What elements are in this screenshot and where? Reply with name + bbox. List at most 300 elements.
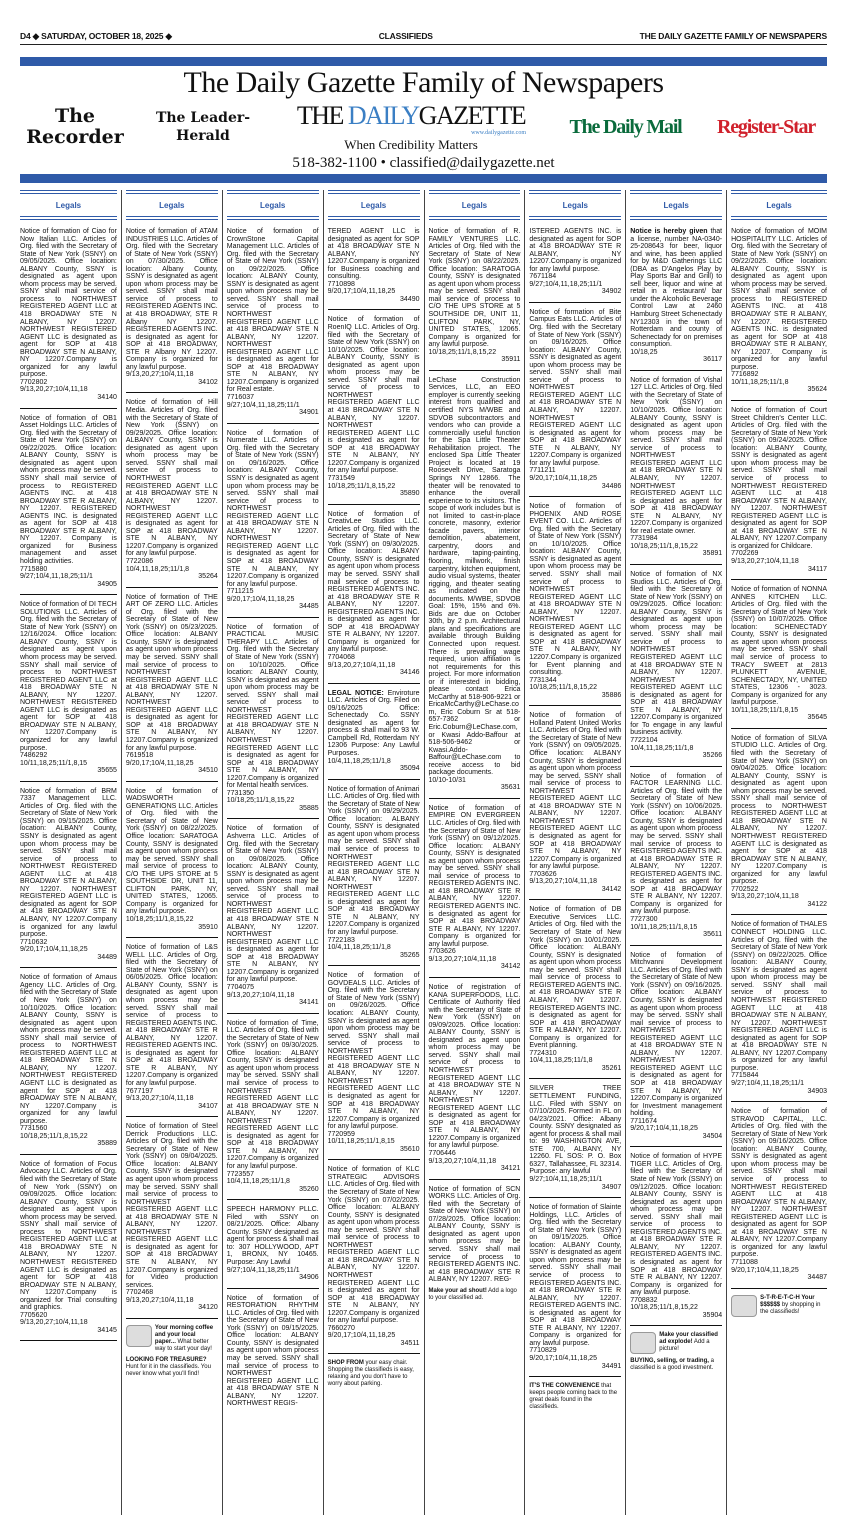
notice-text	[529, 906, 621, 1049]
newspaper-logos	[20, 101, 827, 153]
notice-body: Notice of formation of Ciao for Now Italian LLC. Articles of Org. filed with the Secretary of State of New York (SSNY) on 09/05/2025. Office location: ALBANY County, SSNY is designated as agent upon whom process may be served. SSNY shall mail service of process to NORTHWEST REGISTERED AGENT LLC at 418 BROADWAY STE N ALBANY, NY 12207. NORTHWEST REGISTERED AGENT LLC is designated as agent for SOP at 418 BROADWAY STE N ALBANY, NY 12207.Company is organized for any lawful purpose.	[20, 228, 117, 379]
notice-divider	[630, 370, 722, 371]
notice-text	[20, 974, 117, 1125]
notice-ad-number: 34906	[299, 1274, 319, 1282]
notice-ad-number: 35260	[299, 1185, 319, 1193]
notice-ad-number: 34145	[97, 1326, 117, 1334]
notice-run-dates: 9/20,17;10/4,11,18,25	[20, 946, 88, 954]
legal-notice	[126, 788, 218, 931]
house-ad	[630, 1358, 722, 1372]
legal-notice	[630, 228, 722, 364]
notice-run-dates: 9/20,17;10/4,11,18,25	[327, 1332, 396, 1340]
notice-run-dates: 9/27;10/4,11,18,25;11/1	[731, 1079, 805, 1087]
notice-ref-number: 7711674	[630, 1117, 657, 1125]
notice-ad-number: 34490	[400, 295, 420, 303]
notice-ref-number: 7704068	[327, 653, 355, 661]
legal-notice	[126, 944, 218, 1110]
notice-ad-number: 34102	[198, 378, 218, 386]
notice-text	[20, 1161, 117, 1312]
notice-text	[126, 944, 218, 1087]
notice-ad-number: 35264	[198, 573, 218, 581]
legal-notice	[731, 407, 827, 573]
notice-body: Notice of formation of THALES CONNECT HOLDING LLC. Articles of Org. filed with the Secretary of State of New York (SSNY) on 09/22/2025. Office location: ALBANY County, SSNY is designated as agent upon whom process may be served. SSNY shall mail service of process to NORTHWEST REGISTERED AGENT LLC at 418 BROADWAY STE N ALBANY, NY 12207. NORTHWEST REGISTERED AGENT LLC is designated as agent for SOP at 418 BROADWAY STE N ALBANY, NY 12207.Company is organized for any lawful purpose.	[731, 921, 827, 1072]
notice-run-dates: 9/27;10/4,11,18,25;11/1	[226, 401, 300, 409]
notice-divider	[529, 1197, 621, 1198]
notice-body: Notice of formation of DB Executive Services LLC. Articles of Org. filed with the Secretary of State of New York (SSNY) on 10/01/2025. Office location: ALBANY County, SSNY is designated as agent upon whom process may be served. SSNY shall mail service of process to REGISTERED AGENTS INC. at 418 BROADWAY STE R ALBANY, NY 12207. REGISTERED AGENTS INC. is designated as agent for SOP at 418 BROADWAY STE R ALBANY, NY 12207. Company is organized for Event planning.	[529, 906, 622, 1050]
ad-body: Add a logo to your classified ad.	[428, 1287, 517, 1301]
ad-headline: S-T-R-E-T-C-H Your $$$$$$	[760, 1294, 815, 1308]
notice-ad-number: 34511	[400, 1339, 420, 1347]
notice-text	[126, 594, 218, 752]
legal-notice	[731, 735, 827, 909]
notice-text	[630, 952, 722, 1118]
notice-divider	[529, 899, 621, 900]
notice-text	[126, 399, 218, 557]
notice-ad-number: 35631	[500, 784, 521, 792]
notice-text	[731, 407, 827, 550]
notice-ad-number: 35911	[501, 356, 521, 364]
notice-text	[630, 773, 722, 916]
notice-ad-number: 34142	[500, 963, 521, 971]
notice-ref-number: 7727300	[630, 916, 658, 924]
notice-run-dates: 10/4,11,18,25;11/1,8	[630, 744, 694, 752]
notice-text	[529, 228, 621, 273]
ad-body: that keeps people coming back to the great deals found in the classifieds.	[529, 1383, 618, 1411]
notice-divider	[20, 408, 117, 409]
notice-text	[630, 228, 722, 349]
legals-column	[20, 190, 121, 1515]
notice-run-dates: 10/4,11,18,25;11/1,8	[226, 1178, 290, 1186]
notice-body: SPEECH HARMONY PLLC. Filed with SSNY on 08/21/2025. Office: Albany County. SSNY designated as agent for process & shall mail to: 307 HOLLYWOOD, APT 1, BRONX, NY 10465. Purpose: Any Lawful	[226, 1206, 319, 1266]
notice-divider	[20, 967, 117, 968]
notice-ref-number: 7731984	[630, 535, 658, 543]
publication-family: THE DAILY GAZETTE FAMILY OF NEWSPAPERS	[639, 31, 827, 41]
notice-body: Notice of formation of FACTOR LEARNING LLC. Articles of Org. filed with the Secretary of State of New York (SSNY) on 10/06/2025. Office location: ALBANY County, SSNY is designated as agent upon whom process may be served. SSNY shall mail service of process to REGISTERED AGENTS INC. at 418 BROADWAY STE R ALBANY, NY 12207. REGISTERED AGENTS INC. is designated as agent for SOP at 418 BROADWAY STE R ALBANY, NY 12207. Company is organized for any lawful purpose.	[630, 772, 723, 916]
legals-column	[222, 190, 323, 1515]
ad-headline: Make your classified ad explode!	[659, 1332, 718, 1346]
notice-divider	[126, 1318, 218, 1319]
notice-run-dates: 10/11,18,25;11/1,8	[731, 378, 789, 386]
notice-body: Notice of formation of Amaus Agency LLC. Articles of Org. filed with the Secretary of State of New York (SSNY) on 10/10/2025. Office location: ALBANY County, SSNY is designated as agent upon whom process may be served. SSNY shall mail service of process to NORTHWEST REGISTERED AGENT LLC at 418 BROADWAY STE N ALBANY, NY 12207. NORTHWEST REGISTERED AGENT LLC is designated as agent for SOP at 418 BROADWAY STE N ALBANY, NY 12207.Company is organized for any lawful purpose.	[20, 974, 117, 1125]
notice-body: Notice of formation of Mitchvanni Development LLC. Articles of Org. filed with the Secretary of State of New York (SSNY) on 09/16/2025. Office location: ALBANY County, SSNY is designated as agent upon whom process may be served. SSNY shall mail service of process to NORTHWEST REGISTERED AGENT LLC at 418 BROADWAY STE N ALBANY, NY 12207. NORTHWEST REGISTERED AGENT LLC is designated as agent for SOP at 418 BROADWAY STE N ALBANY, NY 12207.Company is organized for Investment management holding.	[630, 951, 723, 1118]
notice-divider	[227, 617, 319, 618]
divider-bar	[20, 57, 827, 66]
notice-run-dates: 9/20,17;10/4,11,18,25	[529, 1355, 597, 1363]
notice-run-dates: 9/20,17;10/4,11,18,25	[529, 474, 597, 482]
banner-title: The Daily Gazette Family of Newspapers	[183, 66, 664, 99]
notice-divider	[328, 779, 420, 780]
notice-run-dates: 9/13,20,27;10/4,11,18	[125, 1296, 194, 1304]
ad-text	[760, 1295, 827, 1316]
notice-body: Notice of formation of HYPE TIGER LLC. Articles of Org. filed with the Secretary of State of New York (SSNY) on 09/12/2025. Office location: ALBANY County, SSNY is designated as agent upon whom process may be served. SSNY shall mail service of process to REGISTERED AGENTS INC. at 418 BROADWAY STE R ALBANY, NY 12207. REGISTERED AGENTS INC. is designated as agent for SOP at 418 BROADWAY STE R ALBANY, NY 12207. Company is organized for any lawful purpose.	[630, 1153, 723, 1297]
notice-ref-number: 7702269	[731, 550, 759, 558]
notice-ref-number: 7703626	[529, 870, 557, 878]
notice-text	[328, 1166, 420, 1324]
ad-text	[659, 1332, 722, 1353]
notice-ad-number: 35889	[97, 1140, 117, 1148]
legal-notice	[20, 1161, 117, 1335]
notice-run-dates: 9/20,17;10/4,11,18,25	[630, 1125, 698, 1133]
notice-divider	[328, 965, 420, 966]
legal-notice	[227, 624, 319, 813]
notice-run-dates: 9/27;10/4,11,18,25;11/1	[529, 280, 603, 288]
notice-body: Notice of formation of MOIM HOSPITALITY LLC. Articles of Org. filed with the Secretary of State of New York (SSNY) on 09/22/2025. Office location: ALBANY County, SSNY is designated as agent upon whom process may be served. SSNY shall mail service of process to REGISTERED AGENTS INC. at 418 BROADWAY STE R ALBANY, NY 12207. REGISTERED AGENTS INC. is designated as agent for SOP at 418 BROADWAY STE R ALBANY, NY 12207. Company is organized for any lawful purpose.	[731, 228, 827, 371]
notice-divider	[731, 914, 827, 915]
legal-notice	[731, 921, 827, 1095]
divider-bar	[20, 174, 827, 183]
contact-info: 518-382-1100 • classified@dailygazette.net	[292, 155, 555, 171]
notice-ref-number: 7711215	[226, 588, 254, 596]
legal-notice	[529, 1085, 621, 1191]
notice-ad-number: 35886	[601, 691, 622, 699]
notice-divider	[328, 683, 420, 684]
legal-notice	[126, 594, 218, 775]
notice-text	[529, 309, 621, 467]
legal-notice	[227, 825, 319, 1006]
recorder-logo-text: The Recorder	[26, 106, 124, 148]
house-ad	[529, 1383, 621, 1411]
section-header: Legals	[429, 190, 521, 220]
section-header: Legals	[630, 190, 722, 220]
house-ad	[731, 1295, 827, 1317]
legals-columns	[20, 190, 827, 1515]
notice-text	[328, 316, 420, 474]
section-header: Legals	[20, 190, 117, 220]
notice-run-dates: 9/13,20,27;10/4,11,18	[20, 1319, 88, 1327]
notice-body: Notice of formation of GOVDEALS LLC. Articles of Org. filed with the Secretary of State of New York (SSNY) on 09/26/2025. Office location: ALBANY County, SSNY is designated as agent upon whom process may be served. SSNY shall mail service of process to NORTHWEST REGISTERED AGENT LLC at 418 BROADWAY STE N ALBANY, NY 12207. NORTHWEST REGISTERED AGENT LLC is designated as agent for SOP at 418 BROADWAY STE N ALBANY, NY 12207.Company is organized for any lawful purpose.	[327, 972, 420, 1131]
notice-ad-number: 34146	[400, 669, 420, 677]
notice-ad-number: 35891	[702, 550, 723, 558]
notice-ad-number: 35610	[400, 1145, 420, 1153]
ad-illustration-icon	[630, 1332, 656, 1354]
ad-text	[126, 1357, 218, 1378]
notice-text	[529, 1085, 621, 1176]
notice-divider	[731, 1288, 827, 1289]
notice-divider	[731, 1101, 827, 1102]
notice-run-dates: 9/13,20,27;10/4,11,18	[731, 557, 799, 565]
legal-notice	[630, 377, 722, 558]
notice-body: SILVER TREE SETTLEMENT FUNDING, LLC. Filed with SSNY on 07/10/2025. Formed in FL on 04/23/2021. Office: Albany County. SSNY designated as agent for process & shall mail to: 99 WASHINGTON AVE, STE 700, ALBANY, NY 12260. FL SOS: P. O. Box 6327, Tallahassee, FL 32314. Purpose: any lawful	[529, 1085, 622, 1176]
notice-divider	[20, 1154, 117, 1155]
notice-ref-number: 7704075	[226, 983, 255, 991]
legal-notice	[328, 316, 420, 497]
notice-body: Notice of formation of Court Street Children's Center LLC. Articles of Org. filed with the Secretary of State of New York (SSNY) on 09/24/2025. Office location: ALBANY County, SSNY is designated as agent upon whom process may be served. SSNY shall mail service of process to NORTHWEST REGISTERED AGENT LLC at 418 BROADWAY STE N ALBANY, NY 12207. NORTHWEST REGISTERED AGENT LLC is designated as agent for SOP at 418 BROADWAY STE N ALBANY, NY 12207.Company is organized for Childcare.	[731, 407, 827, 550]
page-header	[20, 28, 827, 45]
notice-body: Notice of formation of SCN WORKS LLC. Articles of Org. filed with the Secretary of State of New York (SSNY) on 07/28/2025. Office location: ALBANY County, SSNY is designated as agent upon whom process may be served. SSNY shall mail service of process to REGISTERED AGENTS INC. at 418 BROADWAY STE R ALBANY, NY 12207. REG-	[428, 1185, 521, 1284]
notice-run-dates: 9/13,20,27;10/4,11,18	[20, 386, 88, 394]
notice-run-dates: 10/4,11,18,25;11/1,8	[327, 944, 391, 952]
notice-run-dates: 10/18,25;11/1,8,15,22	[327, 482, 396, 490]
notice-divider	[630, 1146, 722, 1147]
notice-body: LeChase Construction Services, LLC, an EEO employer is currently seeking interest from qualified and certified NYS M/WBE and SDVOB subcontractors and vendors who can provide a commercially useful function for the Spa Little Theater Rehabilitation project. The enclosed Spa Little Theater Project is located at 19 Roosevelt Drive, Saratoga Springs NY 12866. The theater will be renovated to enhance the overall experience to its visitors. The scope of work includes but is not limited to cast-in-place concrete, masonry, exterior facade pavers, interior demolition, abatement, carpentry, doors and hardware, taping-painting, flooring, millwork, finish carpentry, kitchen equipment, audio visual systems, theater rigging, and theater seating as indicated on the documents. M/WBE, SDVOB Goal: 15%, 15% and 6%. Bids are due on October 30th, by 2 p.m. Architectural plans and specifications are available through Building Connected upon request. There is prevailing wage required, union affiliation is not requirements for this project. For more information or if interested in bidding, please contact Erica McCarthy at 518-906-9221 or EricaMcCarthy@LeChase.com, Eric Coburn Sr at 518-657-7362 or Eric.Coburn@LeChase.com, or Kwasi Addo-Baffour at 518-506-9462 or Kwasi.Addo-Baffour@LeChase.com to receive access to bid package documents.	[428, 376, 521, 777]
notice-run-dates: 10/18,25;11/1,8,15,22	[529, 684, 597, 692]
notice-run-dates: 10/11,18,25;11/1,8,15	[630, 923, 698, 931]
ad-body: What better way to start your day!	[154, 1338, 212, 1352]
notice-text	[429, 1186, 521, 1284]
notice-ad-number: 34485	[299, 603, 319, 611]
notice-run-dates: 10/18,25;11/1,8,15,22	[630, 542, 698, 550]
notice-body: Notice of formation of Focus Advocacy LLC. Articles of Org. filed with the Secretary of State of New York (SSNY) on 09/09/2025. Office location: ALBANY County, SSNY is designated as agent upon whom process may be served. SSNY shall mail service of process to NORTHWEST REGISTERED AGENT LLC at 418 BROADWAY STE N ALBANY, NY 12207. NORTHWEST REGISTERED AGENT LLC is designated as agent for SOP at 418 BROADWAY STE N ALBANY, NY 12207.Company is organized for Trial consulting and graphics.	[20, 1160, 117, 1312]
ad-body: by shopping in the classifieds!	[760, 1301, 821, 1315]
notice-run-dates: 9/13,20,27;10/4,11,18	[125, 371, 194, 379]
notice-ref-number: 7710829	[529, 1347, 557, 1355]
notice-ad-number: 34907	[601, 1183, 622, 1191]
notice-ad-number: 34142	[601, 885, 622, 893]
notice-text	[126, 228, 218, 371]
notice-divider	[630, 1325, 722, 1326]
ad-headline: IT'S THE CONVENIENCE	[529, 1383, 600, 1390]
notice-lead: Notice is hereby given	[630, 228, 708, 235]
notice-divider	[20, 781, 117, 782]
notice-ad-number: 34510	[198, 767, 218, 775]
notice-body: Notice of formation of THE ART OF ZERO LLC. Articles of Org. filed with the Secretary of State of New York (SSNY) on 05/23/2025. Office location: ALBANY County, SSNY is designated as agent upon whom process may be served. SSNY shall mail service of process to NORTHWEST REGISTERED AGENT LLC at 418 BROADWAY STE N ALBANY, NY 12207. NORTHWEST REGISTERED AGENT LLC is designated as agent for SOP at 418 BROADWAY STE N ALBANY, NY 12207.Company is organized for any lawful purpose.	[125, 593, 218, 752]
ad-text	[328, 1360, 420, 1388]
notice-ref-number: 7720959	[327, 1130, 355, 1138]
notice-text	[731, 921, 827, 1072]
notice-text	[126, 1123, 218, 1289]
daily-gazette-wordmark: THE DAILYGAZETTE	[296, 101, 526, 130]
notice-run-dates: 10/18,25;11/1,8,15,22	[226, 797, 295, 805]
legal-notice	[328, 228, 420, 303]
notice-run-dates: 9/20,17;10/4,11,18,25	[226, 595, 295, 603]
ad-body: a classified is a good investment.	[630, 1358, 714, 1372]
notice-ad-number: 35890	[400, 490, 420, 498]
notice-body: Notice of formation of WADSWORTH GENERATIONS LLC. Articles of Org. filed with the Secretary of State of New York (SSNY) on 08/22/2025. Office location: SARATOGA County, SSNY is designated as agent upon whom process may be served. SSNY shall mail service of process to C/O THE UPS STORE at 5 SOUTHSIDE DR, UNIT 11, CLIFTON PARK, NY, UNITED STATES, 12065. Company is organized for any lawful purpose.	[125, 787, 218, 916]
notice-ref-number: 7711088	[731, 1259, 758, 1266]
notice-text	[731, 735, 827, 886]
notice-body: Notice of formation of NX Studios LLC. Articles of Org. filed with the Secretary of State of New York (SSNY) on 09/29/2025. Office location: ALBANY County, SSNY is designated as agent upon whom process may be served. SSNY shall mail service of process to NORTHWEST REGISTERED AGENT LLC at 418 BROADWAY STE N ALBANY, NY 12207. NORTHWEST REGISTERED AGENT LLC is designated as agent for SOP at 418 BROADWAY STE N ALBANY, NY 12207.Company is organized for To engage in any lawful business activity.	[630, 570, 723, 737]
notice-body: Notice of formation of NONNA ANNES KITCHEN LLC. Articles of Org. filed with the Secretary of State of New York (SSNY) on 10/07/2025. Office location: SCHENECTADY County, SSNY is designated as agent upon whom process may be served. SSNY shall mail service of process to TRACY SWEET at 2813 PLUNKETT AVENUE, SCHENECTADY, NY, UNITED STATES, 12306 - 3023. Company is organized for any lawful purpose.	[731, 586, 827, 707]
legal-notice	[731, 586, 827, 722]
legal-notice	[630, 1153, 722, 1319]
notice-body: Notice of formation of Bite Campus Eats LLC. Articles of Org. filed with the Secretary of State of New York (SSNY) on 09/16/2025. Office location: ALBANY County, SSNY is designated as agent upon whom process may be served. SSNY shall mail service of process to NORTHWEST REGISTERED AGENT LLC at 418 BROADWAY STE N ALBANY, NY 12207. NORTHWEST REGISTERED AGENT LLC is designated as agent for SOP at 418 BROADWAY STE N ALBANY, NY 12207.Company is organized for any lawful purpose.	[529, 308, 622, 467]
notice-ad-number: 35624	[807, 386, 827, 394]
notice-divider	[529, 496, 621, 497]
notice-run-dates: 10/11,18,25;11/1,8,15	[327, 1138, 395, 1146]
notice-body: Notice of formation of L&S WELL LLC. Articles of Org. filed with the Secretary of State of New York (SSNY) on 06/05/2025. Office location: ALBANY County, SSNY is designated as agent upon whom process may be served. SSNY shall mail service of process to REGISTERED AGENTS INC. at 418 BROADWAY STE R ALBANY, NY 12207. REGISTERED AGENTS INC. is designated as agent for SOP at 418 BROADWAY STE R ALBANY, NY 12207.Company is organized for any lawful purpose.	[125, 944, 218, 1087]
legal-notice	[20, 415, 117, 589]
notice-body: Notice of formation of DI TECH SOLUTIONS LLC. Articles of Org. filed with the Secretary of State of New York (SSNY) on 12/16/2024. Office location: ALBANY County, SSNY is designated as agent upon whom process may be served. SSNY shall mail service of process to NORTHWEST REGISTERED AGENT LLC at 418 BROADWAY STE N ALBANY, NY 12207. NORTHWEST REGISTERED AGENT LLC is designated as agent for SOP at 418 BROADWAY STE N ALBANY, NY 12207.Company is organized for any lawful purpose.	[20, 601, 117, 752]
legal-notice	[429, 805, 521, 971]
notice-ref-number: 7715880	[20, 565, 48, 573]
notice-body: Notice of formation of Ashverra LLC. Articles of Org. filed with the Secretary of State of New York (SSNY) on 09/08/2025. Office location: ALBANY County, SSNY is designated as agent upon whom process may be served. SSNY shall mail service of process to NORTHWEST REGISTERED AGENT LLC at 418 BROADWAY STE N ALBANY, NY 12207. NORTHWEST REGISTERED AGENT LLC is designated as agent for SOP at 418 BROADWAY STE N ALBANY, NY 12207.Company is organized for any lawful purpose.	[226, 825, 319, 984]
notice-ref-number: 7705620	[20, 1311, 48, 1319]
legal-notice	[731, 228, 827, 394]
notice-body: Notice of formation of Holland Patent United Works LLC. Articles of Org. filed with the Secretary of State of New York (SSNY) on 09/05/2025. Office location: ALBANY County, SSNY is designated as agent upon whom process may be served. SSNY shall mail service of process to NORTHWEST REGISTERED AGENT LLC at 418 BROADWAY STE N ALBANY, NY 12207. NORTHWEST REGISTERED AGENT LLC is designated as agent for SOP at 418 BROADWAY STE N ALBANY, NY 12207.Company is organized for any lawful purpose.	[529, 712, 622, 871]
notice-ref-number: 7710898	[327, 280, 355, 288]
notice-divider	[126, 781, 218, 782]
notice-run-dates: 9/20,17;10/4,11,18,25	[125, 759, 194, 767]
notice-run-dates: 9/13,20,27;10/4,11,18	[428, 955, 497, 963]
notice-divider	[227, 1288, 319, 1289]
ad-text	[429, 1288, 521, 1302]
notice-text	[328, 511, 420, 654]
notice-body: Notice of formation of EMPIRE ON EVERGREEN LLC. Articles of Org. filed with the Secretary of State of New York (SSNY) on 09/12/2025. Office location: ALBANY County, SSNY is designated as agent upon whom process may be served. SSNY shall mail service of process to REGISTERED AGENTS INC. at 418 BROADWAY STE R ALBANY, NY 12207. REGISTERED AGENTS INC. is designated as agent for SOP at 418 BROADWAY STE R ALBANY, NY 12207. Company is organized for any lawful purpose.	[428, 804, 521, 948]
notice-text	[20, 601, 117, 752]
ad-body: Hunt for it in the classifieds. You never know what you'll find!	[125, 1363, 211, 1377]
notice-body: that a license, number NA-0340-25-208643 for beer, liquor and wine, has been applied for by M&D Gatherings LLC (DBA as D'Angelos Play by Play Sports Bar and Grill) to sell beer, liquor and wine at retail in a restaurant/ bar under the Alcoholic Beverage Control Law at 2460 Hamburg Street Schenectady NY12303 in the town of Rotterdam and county of Schenectady for on premises consumption.	[630, 228, 723, 349]
notice-ad-number: 34902	[601, 288, 622, 296]
notice-body: Notice of formation of CreativLee Studios LLC. Articles of Org. filed with the Secretary of State of New York (SSNY) on 09/30/2025. Office location: ALBANY County, SSNY is designated as agent upon whom process may be served. SSNY shall mail service of process to REGISTERED AGENTS INC. at 418 BROADWAY STE R ALBANY, NY 12207. REGISTERED AGENTS INC. is designated as agent for SOP at 418 BROADWAY STE R ALBANY, NY 12207. Company is organized for any lawful purpose.	[327, 510, 420, 654]
notice-divider	[429, 370, 521, 371]
notice-run-dates: 9/13,20,27;10/4,11,18	[125, 1095, 194, 1103]
notice-ad-number: 34903	[807, 1087, 827, 1095]
notice-ref-number: 7619518	[125, 752, 154, 760]
notice-ref-number: 7731549	[327, 474, 355, 482]
legal-notice	[630, 571, 722, 760]
register-star-logo: Register-Star	[716, 116, 816, 138]
legal-notice	[227, 228, 319, 417]
notice-text	[227, 430, 319, 588]
section-header: Legals	[529, 190, 621, 220]
notice-text	[429, 228, 521, 349]
notice-run-dates: 10/18,25;11/1,8,15,22	[428, 348, 497, 356]
section-header: Legals	[126, 190, 218, 220]
ad-illustration-icon	[731, 1295, 757, 1317]
notice-text	[227, 228, 319, 394]
notice-ref-number: 7716037	[226, 394, 255, 402]
legals-column	[524, 190, 625, 1515]
notice-ref-number: 7711211	[529, 467, 556, 475]
notice-text	[429, 377, 521, 777]
notice-text	[227, 1020, 319, 1171]
legal-notice	[20, 228, 117, 402]
legals-column	[424, 190, 525, 1515]
notice-ad-number: 35265	[400, 951, 420, 959]
ad-headline: BUYING, selling, or trading,	[630, 1358, 709, 1365]
ad-illustration-icon	[126, 1325, 152, 1347]
notice-divider	[126, 392, 218, 393]
notice-ad-number: 34489	[97, 953, 117, 961]
legal-notice	[227, 1206, 319, 1281]
notice-divider	[227, 818, 319, 819]
notice-ref-number: 7706446	[428, 1149, 456, 1157]
notice-body: Notice of formation of Slainte Holdings, LLC. Articles of Org. filed with the Secretary of State of New York (SSNY) on 09/15/2025. Office location: ALBANY County, SSNY is designated as agent upon whom process may be served. SSNY shall mail service of process to REGISTERED AGENTS INC. at 418 BROADWAY STE R ALBANY, NY 12207. REGISTERED AGENTS INC. is designated as agent for SOP at 418 BROADWAY STE R ALBANY, NY 12207. Company is organized for any lawful purpose.	[529, 1204, 622, 1347]
notice-body: Notice of formation of CrownStone Capital Management LLC. Articles of Org. filed with the Secretary of State of New York (SSNY) on 09/22/2025. Office location: ALBANY County, SSNY is designated as agent upon whom process may be served. SSNY shall mail service of process to NORTHWEST REGISTERED AGENT LLC at 418 BROADWAY STE N ALBANY, NY 12207. NORTHWEST REGISTERED AGENT LLC is designated as agent for SOP at 418 BROADWAY STE N ALBANY, NY 12207.Company is organized for Real estate.	[226, 228, 319, 394]
notice-run-dates: 10/11,18,25;11/1,8,15	[20, 759, 88, 767]
notice-body: Notice of formation of BRM 7337 Management LLC. Articles of Org. filed with the Secretary of State of New York (SSNY) on 09/15/2025. Office location: ALBANY County, SSNY is designated as agent upon whom process may be served. SSNY shall mail service of process to NORTHWEST REGISTERED AGENT LLC at 418 BROADWAY STE N ALBANY, NY 12207. NORTHWEST REGISTERED AGENT LLC is designated as agent for SOP at 418 BROADWAY STE N ALBANY, NY 12207.Company is organized for any lawful purpose.	[20, 787, 117, 939]
leader-herald-logo	[141, 109, 266, 145]
notice-ref-number: 7716892	[731, 371, 759, 379]
notice-divider	[227, 423, 319, 424]
gazette-url[interactable]: www.dailygazette.com	[471, 130, 526, 136]
legal-notice	[529, 906, 621, 1072]
notice-lead: LEGAL NOTICE:	[327, 689, 384, 697]
legals-column	[726, 190, 827, 1515]
house-ad	[126, 1357, 218, 1378]
notice-text	[529, 503, 621, 677]
notice-divider	[328, 504, 420, 505]
notice-ad-number: 35611	[703, 931, 723, 939]
notice-text	[227, 1206, 319, 1266]
legal-notice	[126, 1123, 218, 1312]
notice-body: Notice of formation of PRACTICAL MUSIC THERAPY LLC. Articles of Org. filed with the Secretary of State of New York (SSNY) on 10/10/2025. Office location: ALBANY County, SSNY is designated as agent upon whom process may be served. SSNY shall mail service of process to NORTHWEST REGISTERED AGENT LLC at 418 BROADWAY STE N ALBANY, NY 12207. NORTHWEST REGISTERED AGENT LLC is designated as agent for SOP at 418 BROADWAY STE N ALBANY, NY 12207.Company is organized for Mental health services.	[226, 623, 319, 790]
house-ad	[429, 1288, 521, 1302]
notice-run-dates: 10/4,11,18,25;11/1,8	[327, 757, 391, 765]
notice-ref-number: 7722086	[125, 557, 154, 565]
notice-divider	[630, 766, 722, 767]
legal-notice	[529, 1204, 621, 1370]
legal-notice	[429, 984, 521, 1173]
ad-body: Add a picture!	[659, 1339, 710, 1353]
notice-text	[429, 805, 521, 948]
notice-divider	[227, 1013, 319, 1014]
notice-run-dates: 9/20,17;10/4,11,18,25	[327, 288, 396, 296]
notice-ref-number: 7722104	[630, 737, 658, 744]
notice-ad-number: 34140	[97, 394, 117, 402]
notice-ad-number: 35885	[299, 804, 319, 812]
notice-run-dates: 9/13,20,27;10/4,11,18	[327, 661, 396, 669]
notice-run-dates: 10/18,25;11/1,8,15,22	[20, 1132, 88, 1140]
notice-divider	[328, 309, 420, 310]
notice-divider	[630, 945, 722, 946]
legal-notice	[126, 228, 218, 386]
legal-notice	[328, 1166, 420, 1347]
notice-run-dates: 9/13,20,27;10/4,11,18	[226, 991, 295, 999]
notice-body: Notice of formation of ATAM INDUSTRIES LLC. Articles of Org. filed with the Secretary of State of New York (SSNY) on 07/30/2025. Office location: Albany County, SSNY is designated as agent upon whom process may be served. SSNY shall mail service of process to REGISTERED AGENTS INC. at 418 BROADWAY, STE R Albany NY 12207. REGISTERED AGENTS INC. is designated as agent for SOP at 418 BROADWAY, STE R Albany NY 12207. Company is organized for any lawful purpose.	[125, 228, 218, 371]
notice-divider	[529, 1078, 621, 1079]
ad-headline: SHOP FROM	[327, 1360, 364, 1367]
notice-divider	[630, 564, 722, 565]
notice-ref-number: 7677197	[125, 1087, 154, 1095]
notice-divider	[126, 937, 218, 938]
notice-body: Notice of formation of SILVA STUDIO LLC. Articles of Org. filed with the Secretary of State of New York (SSNY) on 09/04/2025. Office location: ALBANY County, SSNY is designated as agent upon whom process may be served. SSNY shall mail service of process to NORTHWEST REGISTERED AGENT LLC at 418 BROADWAY STE N ALBANY, NY 12207. NORTHWEST REGISTERED AGENT LLC is designated as agent for SOP at 418 BROADWAY STE N ALBANY, NY 12207.Company is organized for any lawful purpose.	[731, 734, 827, 886]
notice-divider	[126, 1116, 218, 1117]
notice-ref-number: 7710632	[20, 938, 48, 946]
notice-body: TERED AGENT LLC is designated as agent for SOP at 418 BROADWAY STE N ALBANY, NY 12207.Company is organized for Business coaching and consulting.	[327, 228, 420, 281]
notice-run-dates: 10/4,11,18,25;11/1,8	[125, 565, 190, 573]
notice-body: ISTERED AGENTS INC. is designated as agent for SOP at 418 BROADWAY STE R ALBANY, NY 12207.Company is organized for any lawful purpose.	[529, 228, 622, 273]
notice-ad-number: 34122	[807, 900, 827, 908]
legal-notice	[20, 601, 117, 775]
legal-notice	[529, 712, 621, 893]
notice-divider	[429, 977, 521, 978]
legal-notice	[529, 503, 621, 699]
notice-run-dates: 10/4,11,18,25;11/1,8	[529, 1057, 593, 1065]
notice-ad-number: 34487	[807, 1274, 827, 1282]
notice-text	[328, 690, 420, 758]
house-ad	[126, 1325, 218, 1353]
notice-divider	[429, 1179, 521, 1180]
notice-body: Enviroture LLC. Articles of Org. Filed on 09/16/2025 Office: Schenectady Co. SSNY designated as agent for process & shall mail to 93 W. Campbell Rd, Rotterdam NY 12306 Purpose: Any Lawful Purposes.	[327, 689, 420, 757]
daily-gazette-logo	[276, 102, 546, 152]
notice-body: Notice of formation of Numerate LLC. Articles of Org. filed with the Secretary of State of New York (SSNY) on 09/16/2025. Office location: ALBANY County, SSNY is designated as agent upon whom process may be served. SSNY shall mail service of process to NORTHWEST REGISTERED AGENT LLC at 418 BROADWAY STE N ALBANY, NY 12207. NORTHWEST REGISTERED AGENT LLC is designated as agent for SOP at 418 BROADWAY STE N ALBANY, NY 12207.Company is organized for any lawful purpose.	[226, 429, 319, 588]
notice-ad-number: 36117	[703, 356, 723, 364]
ad-text	[529, 1383, 621, 1411]
notice-ref-number: 7731560	[20, 1125, 48, 1133]
legal-notice	[731, 1108, 827, 1282]
notice-ref-number: 7708832	[630, 1296, 658, 1304]
notice-body: Notice of formation of PHOENIX AND ROSE EVENT CO. LLC. Articles of Org. filed with the Secretary of State of New York (SSNY) on 10/10/2025. Office location: ALBANY County, SSNY is designated as agent upon whom process may be served. SSNY shall mail service of process to NORTHWEST REGISTERED AGENT LLC at 418 BROADWAY STE N ALBANY, NY 12207. NORTHWEST REGISTERED AGENT LLC is designated as agent for SOP at 418 BROADWAY STE N ALBANY, NY 12207.Company is organized for Event planning and consulting.	[529, 503, 622, 677]
ad-headline: Your morning coffee and your local paper...	[154, 1324, 214, 1345]
notice-ad-number: 35094	[400, 765, 420, 773]
notice-run-dates: 9/20,17;10/4,11,18,25	[731, 1266, 799, 1274]
gazette-tagline: When Credibility Matters	[344, 137, 478, 152]
section-header: Legals	[328, 190, 420, 220]
section-header: Legals	[731, 190, 827, 220]
notice-run-dates: 9/13,20,27;10/4,11,18	[529, 878, 597, 886]
notice-text	[731, 586, 827, 707]
notice-ad-number: 34117	[808, 565, 827, 573]
notice-ad-number: 34120	[198, 1304, 218, 1312]
notice-ref-number: 7731350	[226, 789, 255, 797]
notice-ref-number: 7724310	[529, 1049, 557, 1057]
leader-herald-logo-text: The Leader-Herald	[155, 110, 251, 144]
notice-ad-number: 34141	[299, 999, 319, 1007]
section-name: CLASSIFIEDS	[378, 31, 433, 41]
notice-divider	[529, 705, 621, 706]
notice-run-dates: 9/27;10/4,11,18,25;11/1	[20, 573, 93, 581]
